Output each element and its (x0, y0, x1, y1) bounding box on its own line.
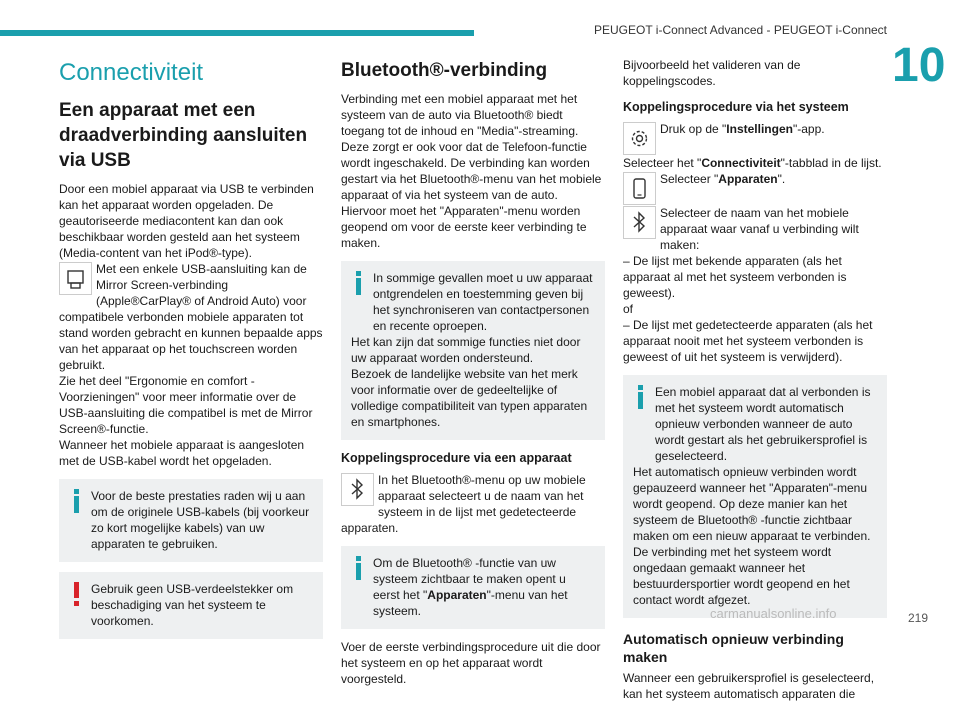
info-text-website: Bezoek de landelijke website van het merk voor informatie over de gedeeltelijke of volledige compatibiliteit van typen apparaten en smartphones. (351, 367, 588, 429)
warning-text-usb: Gebruik geen USB-verdeelstekker om beschadiging van het systeem te voorkomen. (91, 582, 294, 628)
phone-text-bold: Apparaten (718, 172, 778, 186)
column-2 (341, 58, 605, 687)
bt-system-text: Selecteer de naam van het mobiele apparaat waar vanaf u verbinding wilt maken: (660, 206, 859, 252)
bluetooth-icon (341, 473, 374, 506)
info-text-functions: Het kan zijn dat sommige functies niet door uw apparaat worden ondersteund. (351, 335, 581, 365)
pairing-system-subheading: Koppelingsprocedure via het systeem (623, 100, 849, 114)
warning-icon (68, 582, 86, 606)
info-reconnect-c: De verbinding met het systeem wordt ongedaan gemaakt wanneer het bestuurdersportier wordt geopend en het contact wordt afgezet. (633, 545, 850, 607)
info-icon (350, 271, 368, 295)
phone-instruction (623, 171, 887, 205)
info-box-reconnect (623, 375, 887, 618)
phone-text-post: ". (777, 172, 786, 186)
info-icon (68, 489, 86, 513)
conn-text-pre: Selecteer het " (623, 156, 702, 170)
running-header: PEUGEOT i-Connect Advanced - PEUGEOT i-Connect (593, 23, 887, 37)
auto-reconnect-heading: Automatisch opnieuw verbinding maken (623, 631, 844, 665)
gear-text-post: "-app. (792, 122, 825, 136)
info-box-visibility (341, 546, 605, 629)
bluetooth-heading: Bluetooth®-verbinding (341, 60, 548, 81)
phone-text-pre: Selecteer " (660, 172, 719, 186)
info-reconnect-a: Een mobiel apparaat dat al verbonden is met het systeem wordt automatisch opnieuw verbonden wanneer de auto wordt gestart als het gebruikersprofiel is geselecteerd. (655, 385, 871, 463)
info-icon (350, 556, 368, 580)
chapter-number: 10 (892, 39, 946, 92)
watermark: carmanualsonline.info (710, 606, 837, 621)
conn-text-bold: Connectiviteit (701, 156, 781, 170)
list-or: of (623, 302, 634, 316)
gear-icon (623, 122, 656, 155)
list-detected-devices: – De lijst met gedetecteerde apparaten (als het apparaat nooit met het systeem verbonden is geweest of uit het systeem is verwijderd). (623, 318, 873, 364)
page-number: 219 (908, 611, 929, 625)
conn-text-post: "-tabblad in de lijst. (780, 156, 882, 170)
list-known-devices: – De lijst met bekende apparaten (als het apparaat al met het systeem verbonden is geweest). (623, 254, 847, 300)
section-title: Connectiviteit (59, 59, 204, 86)
usb-instruction (59, 261, 323, 373)
gear-text-pre: Druk op de " (660, 122, 727, 136)
auto-reconnect-text: Wanneer een gebruikersprofiel is geselecteerd, kan het systeem automatisch apparaten die (623, 671, 875, 701)
warning-box-usb (59, 572, 323, 639)
usb-intro-paragraph: Door een mobiel apparaat via USB te verbinden kan het apparaat worden opgeladen. De geautoriseerde mediacontent kan dan ook beschikbaar worden gesteld aan het systeem (Media-content van het iPod®-type). (59, 182, 314, 260)
info-box-bluetooth (341, 261, 605, 440)
top-accent-bar (0, 30, 474, 36)
bluetooth-icon (623, 206, 656, 239)
info-visibility-pre: Om de Bluetooth® -functie van uw systeem zichtbaar te maken opent u eerst het " (373, 556, 566, 602)
info-reconnect-b: Het automatisch opnieuw verbinden wordt gepauzeerd wanneer het "Apparaten"-menu wordt geopend. Op deze manier kan het systeem de Bluetooth® -functie zichtbaar maken om een nieuw apparaat te verbinden. (633, 465, 871, 543)
info-text-unlock: In sommige gevallen moet u uw apparaat ontgrendelen en toestemming geven bij het synchroniseren van contactpersonen en recente oproepen. (373, 271, 593, 333)
usb-mirror-text: Met een enkele USB-aansluiting kan de Mirror Screen-verbinding (Apple®CarPlay® of Android Auto) voor compatibele verbonden mobiele apparaten tot stand worden gebracht en kunnen bepaalde apps van het apparaat op het touchscreen worden gebruikt. (59, 262, 323, 372)
charge-paragraph: Wanneer het mobiele apparaat is aangesloten met de USB-kabel wordt het opgeladen. (59, 438, 305, 468)
info-icon (632, 385, 650, 409)
gear-text-bold: Instellingen (726, 122, 793, 136)
usb-icon (59, 262, 92, 295)
bt-device-text: In het Bluetooth®-menu op uw mobiele apparaat selecteert u de naam van het systeem in de lijst met gedetecteerde apparaten. (341, 473, 586, 535)
phone-icon (623, 172, 656, 205)
first-connection-paragraph: Voer de eerste verbindingsprocedure uit die door het systeem en op het apparaat wordt voorgesteld. (341, 640, 601, 686)
bluetooth-intro: Verbinding met een mobiel apparaat met het systeem van de auto via Bluetooth® biedt toegang tot de inhoud en "Media"-streaming. Deze zorgt er ook voor dat de Telefoon-functie wordt ingeschakeld. De verbinding kan worden gestart via het Bluetooth®-menu van het mobiele apparaat of via het systeem van de auto. Hiervoor moet het "Apparaten"-menu worden geopend om voor de eerste keer verbinding te maken. (341, 92, 602, 250)
bt-device-instruction (341, 472, 605, 536)
pairing-device-subheading: Koppelingsprocedure via een apparaat (341, 451, 572, 465)
ergonomie-paragraph: Zie het deel "Ergonomie en comfort - Voorzieningen" voor meer informatie over de USB-aansluiting die compatibel is met de Mirror Screen®-functie. (59, 374, 313, 436)
settings-instruction (623, 121, 887, 155)
usb-heading: Een apparaat met een draadverbinding aansluiten via USB (59, 100, 308, 171)
column-1 (59, 58, 323, 649)
info-visibility-post: "-menu van het systeem. (373, 588, 568, 618)
bt-system-instruction (623, 205, 887, 253)
validate-codes-text: Bijvoorbeeld het valideren van de koppelingscodes. (623, 58, 801, 88)
info-box-usb (59, 479, 323, 562)
info-visibility-bold: Apparaten (427, 588, 487, 602)
info-text-usb: Voor de beste prestaties raden wij u aan om de originele USB-kabels (bij voorkeur zo kort mogelijke kabels) van uw apparaten te gebruiken. (91, 489, 310, 551)
